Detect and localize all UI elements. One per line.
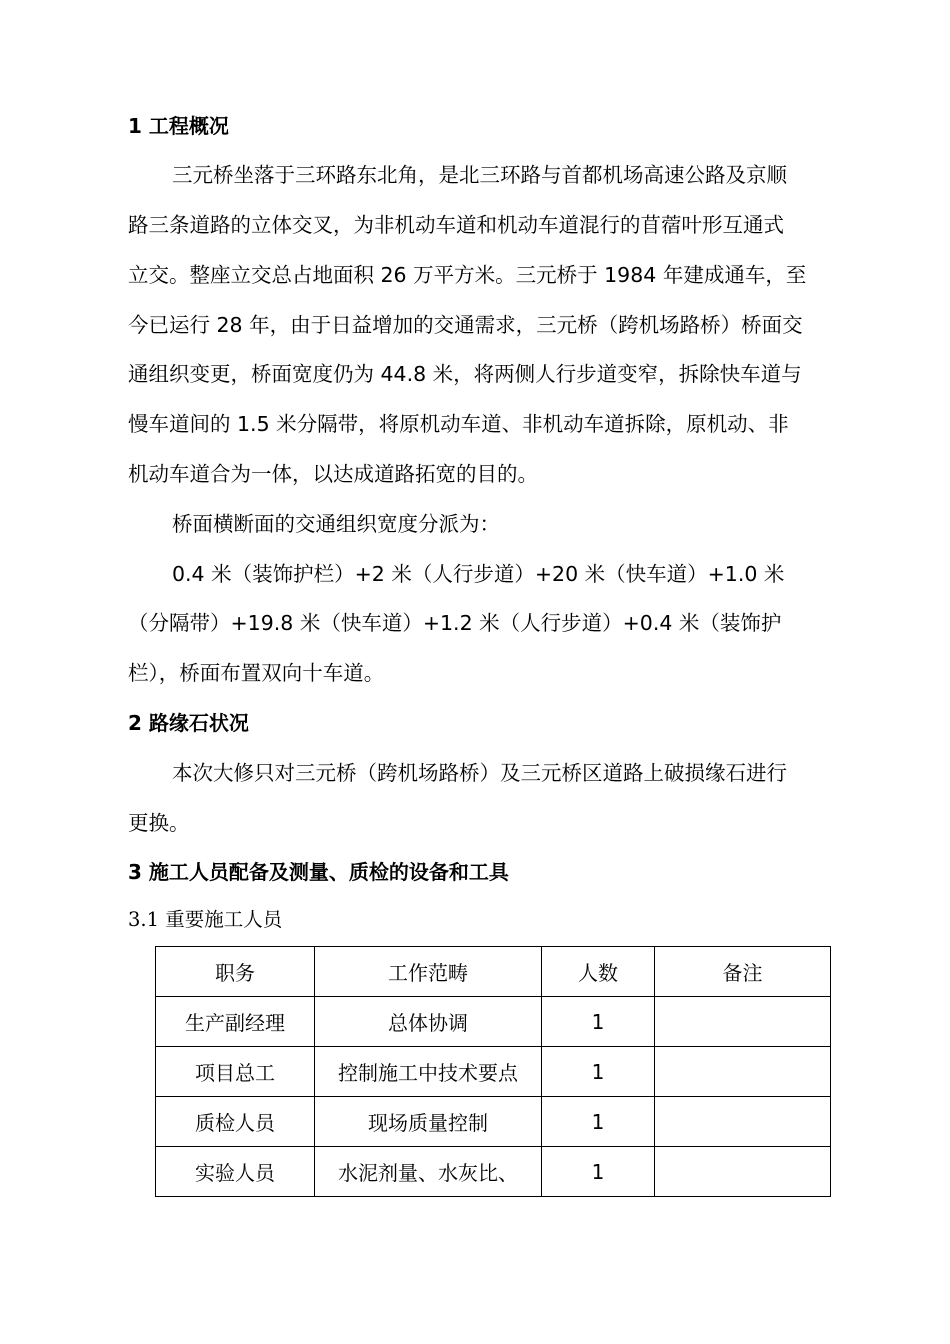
- table-row: [156, 1047, 831, 1097]
- paragraph-line: 路三条道路的立体交叉，为非机动车道和机动车道混行的苜蓿叶形互通式: [128, 213, 784, 237]
- table-cell: 1: [542, 1097, 655, 1147]
- paragraph-line: （分隔带）+19.8 米（快车道）+1.2 米（人行步道）+0.4 米（装饰护: [128, 611, 782, 635]
- header-cell: 职务: [156, 947, 315, 997]
- paragraph-line: 栏），桥面布置双向十车道。: [128, 661, 385, 685]
- paragraph-line: 桥面横断面的交通组织宽度分派为：: [172, 512, 500, 536]
- paragraph-line: 0.4 米（装饰护栏）+2 米（人行步道）+20 米（快车道）+1.0 米: [172, 562, 785, 586]
- table-cell: 质检人员: [156, 1097, 315, 1147]
- table-row: [156, 997, 831, 1047]
- table-cell: 水泥剂量、水灰比、: [315, 1147, 542, 1197]
- paragraph-line: 三元桥坐落于三环路东北角，是北三环路与首都机场高速公路及京顺: [172, 163, 787, 187]
- section-1-heading: 1 工程概况: [128, 114, 229, 138]
- table-row: [156, 1147, 831, 1197]
- table-cell: [655, 1047, 831, 1097]
- paragraph-line: 立交。整座立交总占地面积 26 万平方米。三元桥于 1984 年建成通车，至: [128, 263, 807, 287]
- table-cell: 1: [542, 1147, 655, 1197]
- paragraph-line: 慢车道间的 1.5 米分隔带，将原机动车道、非机动车道拆除，原机动、非: [128, 412, 789, 436]
- header-cell: 工作范畴: [315, 947, 542, 997]
- table-cell: 控制施工中技术要点: [315, 1047, 542, 1097]
- header-cell: 备注: [655, 947, 831, 997]
- section-2-heading: 2 路缘石状况: [128, 711, 249, 735]
- table-cell: 总体协调: [315, 997, 542, 1047]
- header-cell: 人数: [542, 947, 655, 997]
- table-cell: 生产副经理: [156, 997, 315, 1047]
- table-cell: 1: [542, 1047, 655, 1097]
- table-row: [156, 1097, 831, 1147]
- table-cell: [655, 1097, 831, 1147]
- staff-table: [155, 946, 831, 1197]
- paragraph-line: 今已运行 28 年，由于日益增加的交通需求，三元桥（跨机场路桥）桥面交: [128, 313, 803, 337]
- table-cell: 现场质量控制: [315, 1097, 542, 1147]
- paragraph-line: 更换。: [128, 811, 190, 835]
- subsection-3-1-heading: 3.1 重要施工人员: [128, 908, 283, 931]
- paragraph-line: 机动车道合为一体，以达成道路拓宽的目的。: [128, 462, 538, 486]
- table-header-row: [156, 947, 831, 997]
- paragraph-line: 本次大修只对三元桥（跨机场路桥）及三元桥区道路上破损缘石进行: [172, 761, 787, 785]
- table-cell: 实验人员: [156, 1147, 315, 1197]
- paragraph-line: 通组织变更，桥面宽度仍为 44.8 米，将两侧人行步道变窄，拆除快车道与: [128, 362, 802, 386]
- section-3-heading: 3 施工人员配备及测量、质检的设备和工具: [128, 860, 509, 884]
- table-cell: [655, 997, 831, 1047]
- table-cell: 1: [542, 997, 655, 1047]
- table-cell: 项目总工: [156, 1047, 315, 1097]
- table-cell: [655, 1147, 831, 1197]
